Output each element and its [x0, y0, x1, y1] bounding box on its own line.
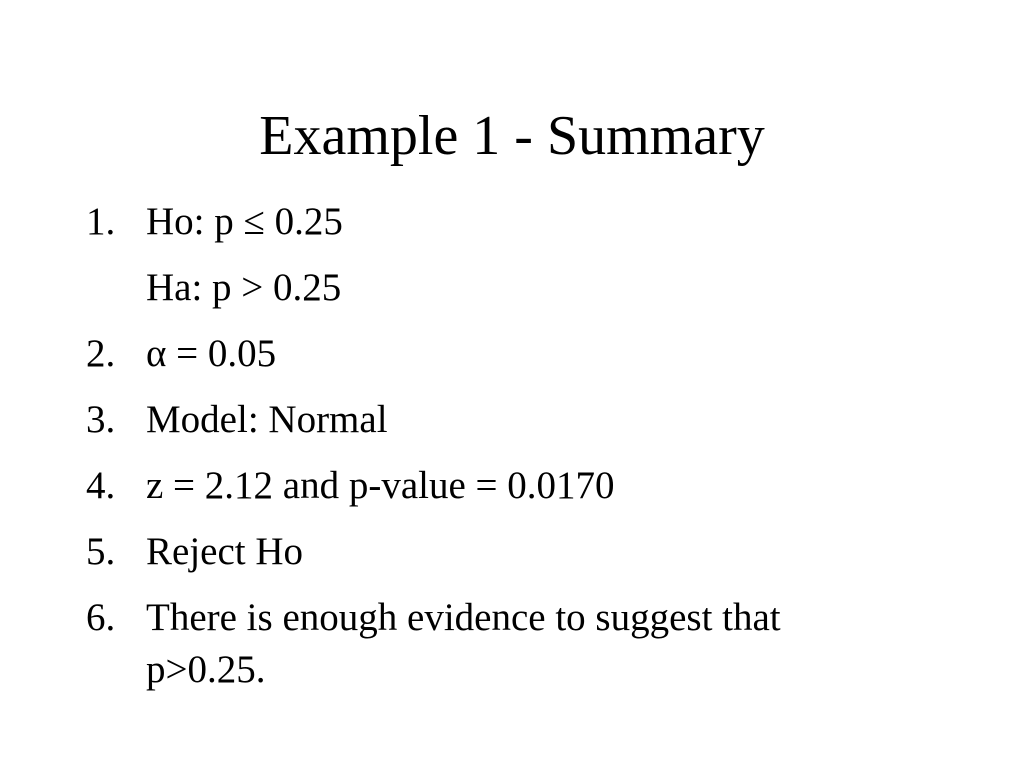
null-hypothesis: Ho: p ≤ 0.25 [146, 200, 343, 243]
model-text: Model: Normal [146, 398, 388, 441]
list-item-hypotheses [86, 196, 966, 314]
list-item-number: 5. [86, 530, 116, 573]
list-item-number: 3. [86, 398, 116, 441]
list-item-conclusion [86, 592, 966, 696]
summary-list [86, 196, 966, 710]
decision-text: Reject Ho [146, 530, 304, 573]
test-statistic-text: z = 2.12 and p-value = 0.0170 [146, 464, 615, 507]
significance-level: α = 0.05 [146, 332, 277, 375]
list-item-decision [86, 526, 966, 578]
list-item-test-statistic [86, 460, 966, 512]
slide-title: Example 1 - Summary [259, 105, 765, 167]
conclusion-line-1: There is enough evidence to suggest that [146, 596, 781, 639]
list-item-number: 1. [86, 200, 116, 243]
list-item-significance [86, 328, 966, 380]
list-item-number: 4. [86, 464, 116, 507]
list-item-number: 6. [86, 596, 116, 639]
alternative-hypothesis: Ha: p > 0.25 [146, 266, 342, 309]
list-item-model [86, 394, 966, 446]
conclusion-line-2: p>0.25. [146, 648, 266, 691]
list-item-number: 2. [86, 332, 116, 375]
